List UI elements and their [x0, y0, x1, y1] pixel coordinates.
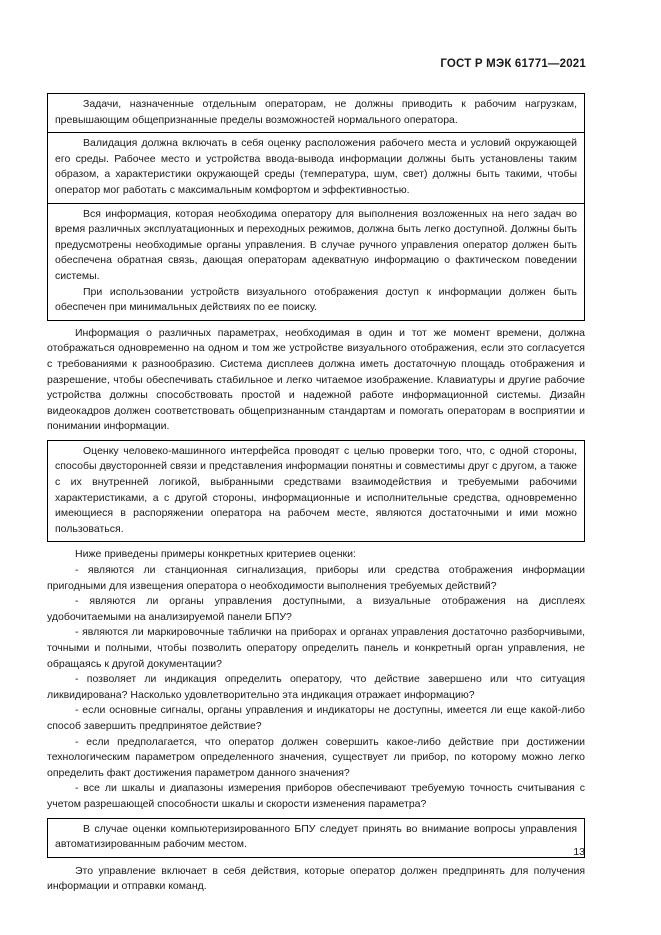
- boxed-block: [47, 440, 585, 543]
- paragraph: Информация о различных параметрах, необходимая в один и тот же момент времени, должна отображаться одновременно на одном и том же устройстве визуального отображения, если это согласуется с требованиями к разнообразию. Система дисплеев должна иметь достаточную площадь отображения и разрешение, чтобы обеспечивать стабильное и легко читаемое изображение. Клавиатуры и другие рабочие устройства должны способствовать простой и надежной работе информационной системы. Дизайн видеокадров должен соответствовать общепризнанным стандартам и помогать операторам в восприятии и понимании информации.: [47, 326, 585, 433]
- paragraph: Задачи, назначенные отдельным операторам, не должны приводить к рабочим нагрузкам, превышающим общепризнанные пределы возможностей нормального оператора.: [55, 98, 577, 126]
- document-header: ГОСТ Р МЭК 61771—2021: [440, 58, 586, 70]
- paragraph: В случае оценки компьютеризированного БПУ следует принять во внимание вопросы управления автоматизированным рабочим местом.: [55, 822, 577, 851]
- page-number: 13: [573, 846, 585, 858]
- list-item: - являются ли станционная сигнализация, приборы или средства отображения информации пригодными для извещения оператора о необходимости выполнения требуемых действий?: [47, 564, 585, 592]
- boxed-block: [47, 818, 585, 858]
- list-item: - все ли шкалы и диапазоны измерения приборов обеспечивают требуемую точность считывания с учетом разрешающей способности шкалы и скорости изменения параметра?: [47, 782, 585, 810]
- boxed-block: [47, 133, 585, 203]
- paragraph: Ниже приведены примеры конкретных критериев оценки:: [75, 548, 356, 561]
- paragraph: Это управление включает в себя действия, которые оператор должен предпринять для получения информации и отправки команд.: [47, 864, 585, 893]
- criteria-list: [47, 547, 585, 812]
- text-block: [47, 864, 585, 895]
- list-item: - если основные сигналы, органы управления и индикаторы не доступны, имеется ли еще какой-либо способ завершить предпринятое действие?: [47, 704, 585, 732]
- boxed-block: [47, 93, 585, 133]
- paragraph: Вся информация, которая необходима оператору для выполнения возложенных на него задач во время различных эксплуатационных и переходных режимов, должна быть легко доступной. Должны быть предусмотрены необходимые органы управления. В случае ручного управления оператор должен быть обеспечена обратная связь, дающая операторам адекватную информацию о фактическом поведении системы.: [55, 207, 577, 282]
- list-item: - являются ли маркировочные таблички на приборах и органах управления достаточно разборчивыми, точными и полными, чтобы позволить оператору определить панель и конкретный орган управления, не обращаясь к другой документации?: [47, 626, 585, 670]
- list-item: - позволяет ли индикация определить оператору, что действие завершено или что ситуация ликвидирована? Насколько удовлетворительно эта индикация отражает информацию?: [47, 673, 585, 701]
- list-item: - являются ли органы управления доступными, а визуальные отображения на дисплеях удобочитаемыми на анализируемой панели БПУ?: [47, 595, 585, 623]
- paragraph: Оценку человеко-машинного интерфейса проводят с целью проверки того, что, с одной стороны, способы двусторонней связи и представления информации понятны и совместимы друг с другом, а также с их внутренней логикой, выбранными средствами взаимодействия и требуемыми рабочими характеристиками, а с другой стороны, информационные и исполнительные средства, одновременно имеющиеся в распоряжении оператора на рабочем месте, являются достаточными и ими можно пользоваться.: [55, 444, 577, 535]
- page-content: [47, 93, 585, 895]
- list-item: - если предполагается, что оператор должен совершить какое-либо действие при достижении технологическим параметром определенного значения, существует ли прибор, по которому можно легко определить факт достижения параметром данного значения?: [47, 735, 585, 779]
- paragraph: Валидация должна включать в себя оценку расположения рабочего места и условий окружающей его среды. Рабочее место и устройства ввода-вывода информации должны быть установлены таким образом, а характеристики окружающей среды (температура, шум, свет) должны быть такими, чтобы оператор мог работать с максимальным комфортом и эффективностью.: [55, 137, 577, 196]
- text-block: [47, 326, 585, 435]
- paragraph: При использовании устройств визуального отображения доступ к информации должен быть обеспечен при минимальных действиях по ее поиску.: [55, 285, 577, 314]
- boxed-block: [47, 204, 585, 321]
